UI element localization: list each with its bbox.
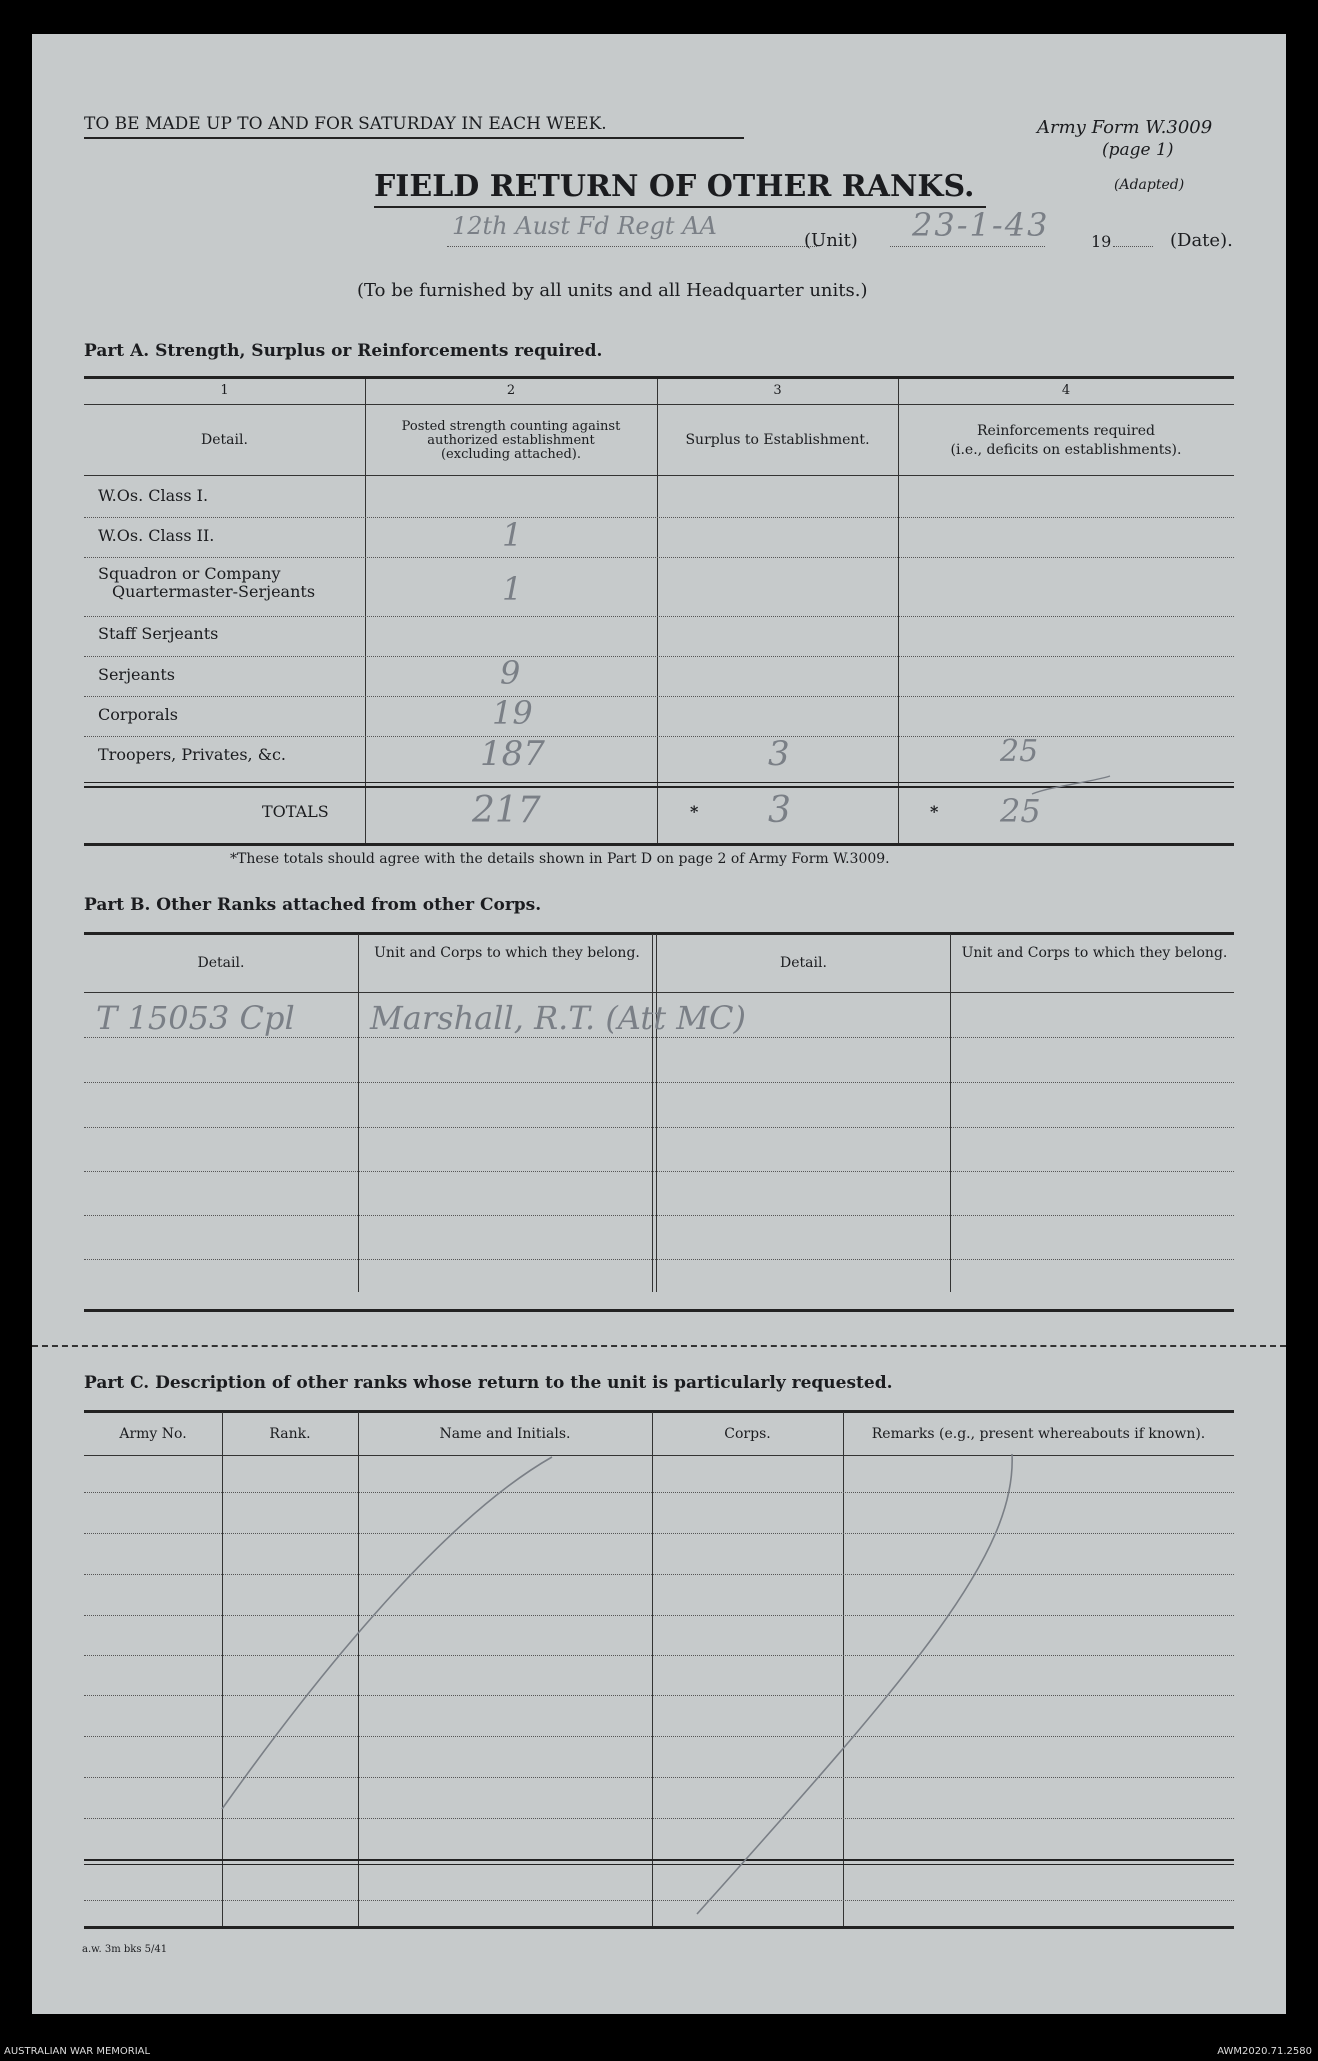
part-b-heading: Part B. Other Ranks attached from other Corps. [84, 895, 542, 915]
date-label: (Date). [1170, 230, 1233, 251]
reinf-troopers: 25 [1000, 734, 1039, 769]
part-c-header-rank: Rank. [269, 1426, 311, 1442]
posted-troopers: 187 [480, 734, 545, 774]
posted-corporals: 19 [492, 694, 533, 732]
col-number-4: 4 [1061, 383, 1071, 398]
totals-footnote: *These totals should agree with the details shown in Part D on page 2 of Army Form W.3009. [230, 851, 890, 867]
totals-label: TOTALS [262, 802, 329, 821]
col-header-reinforcements: Reinforcements required (i.e., deficits on establishments). [950, 423, 1182, 458]
col-number-3: 3 [773, 383, 782, 398]
row-label-troopers: Troopers, Privates, &c. [98, 745, 287, 764]
part-a-heading: Part A. Strength, Surplus or Reinforcements required. [84, 341, 603, 361]
year-prefix: 19 [1091, 232, 1112, 251]
form-page: (page 1) [1102, 140, 1174, 160]
posted-wo2: 1 [502, 516, 523, 554]
part-b-header-detail-1: Detail. [197, 955, 245, 971]
form-adapted: (Adapted) [1114, 177, 1185, 193]
posted-serjeants: 9 [500, 654, 521, 692]
posted-total: 217 [472, 790, 541, 831]
part-c-heading: Part C. Description of other ranks whose return to the unit is particularly requested. [84, 1373, 893, 1393]
print-code: a.w. 3m bks 5/41 [82, 1944, 168, 1955]
col-header-posted: Posted strength counting against authorized establishment (excluding attached). [401, 419, 621, 462]
form-number: Army Form W.3009 [1037, 117, 1213, 138]
form-sheet [32, 34, 1286, 2014]
part-b-header-unit-2: Unit and Corps to which they belong. [961, 945, 1228, 961]
col-header-surplus: Surplus to Establishment. [685, 432, 870, 448]
part-c-header-corps: Corps. [724, 1426, 771, 1442]
col-header-detail: Detail. [201, 432, 248, 448]
col-number-1: 1 [220, 383, 229, 398]
part-b-header-unit-1: Unit and Corps to which they belong. [374, 945, 640, 961]
row-label-staff-serjeants: Staff Serjeants [98, 624, 219, 643]
part-b-entry-detail: T 15053 Cpl [96, 999, 295, 1037]
surplus-troopers: 3 [768, 734, 790, 774]
row-label-corporals: Corporals [98, 705, 178, 724]
archive-caption-bar [0, 2044, 1318, 2061]
pencil-tick-mark [1032, 776, 1110, 794]
row-label-serjeants: Serjeants [98, 665, 175, 684]
weekly-instruction: TO BE MADE UP TO AND FOR SATURDAY IN EACH WEEK. [84, 114, 607, 134]
archive-caption-left: AUSTRALIAN WAR MEMORIAL [4, 2046, 151, 2057]
part-c-header-army-no: Army No. [119, 1426, 187, 1442]
part-c-header-remarks: Remarks (e.g., present whereabouts if known). [871, 1426, 1206, 1442]
furnished-note: (To be furnished by all units and all Headquarter units.) [357, 280, 868, 301]
reinf-total: 25 [1000, 792, 1041, 830]
surplus-total: 3 [768, 790, 791, 831]
col-number-2: 2 [506, 383, 516, 398]
pencil-strike-marks [32, 34, 1286, 2014]
date-handwritten: 23-1-43 [912, 206, 1050, 244]
archive-caption-right: AWM2020.71.2580 [1217, 2046, 1312, 2057]
reinf-total-marker: * [930, 802, 939, 821]
posted-cqms: 1 [502, 570, 523, 608]
pencil-strike-line [697, 1454, 1012, 1914]
row-label-wo2: W.Os. Class II. [98, 526, 215, 545]
part-b-header-detail-2: Detail. [780, 955, 827, 971]
pencil-strike-line [222, 1457, 552, 1809]
row-label-cqms: Squadron or Company Quartermaster-Serjeants [98, 564, 316, 601]
part-c-header-name: Name and Initials. [439, 1426, 571, 1442]
part-b-entry-unit: Marshall, R.T. (Att MC) [370, 999, 746, 1037]
row-label-wo1: W.Os. Class I. [98, 486, 209, 505]
form-title: FIELD RETURN OF OTHER RANKS. [374, 169, 975, 204]
surplus-total-marker: * [690, 802, 699, 821]
unit-label: (Unit) [804, 230, 858, 251]
unit-handwritten: 12th Aust Fd Regt AA [452, 212, 717, 240]
